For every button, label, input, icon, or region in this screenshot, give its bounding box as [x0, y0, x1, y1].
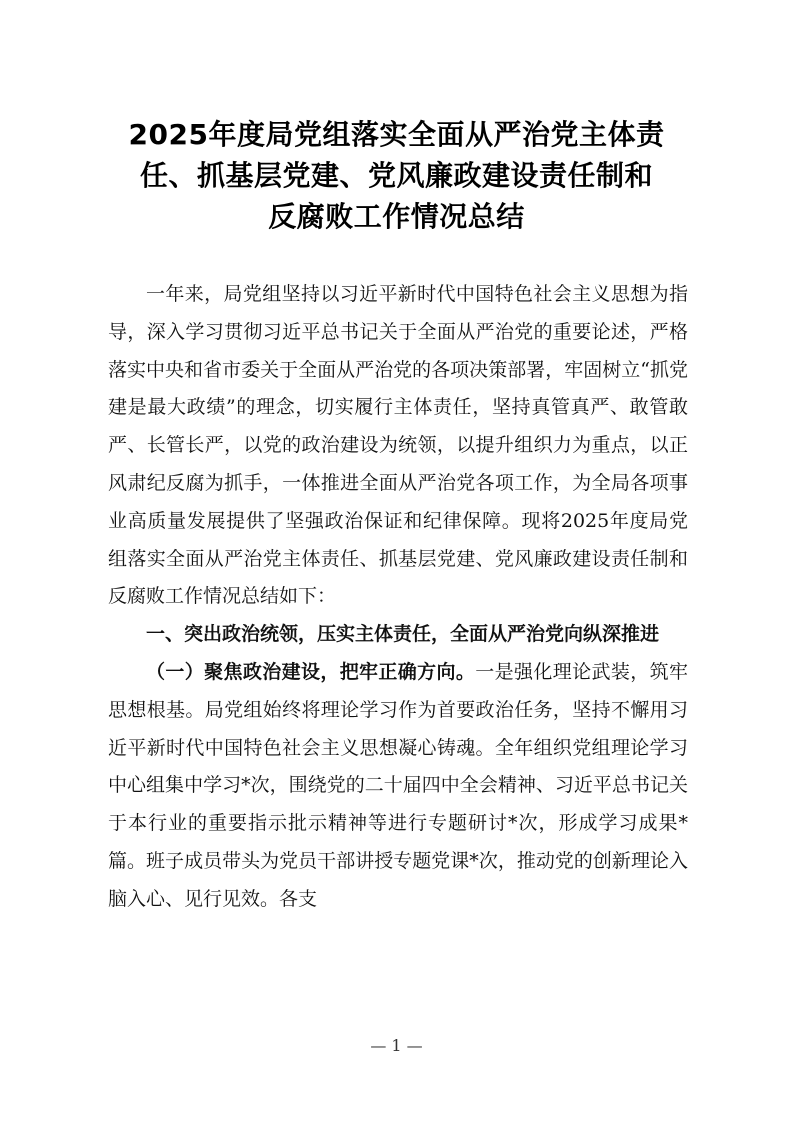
- document-body: [108, 276, 688, 919]
- title-line-2: 任、抓基层党建、党风廉政建设责任制和: [139, 159, 653, 192]
- title-line-3: 反腐败工作情况总结: [268, 200, 525, 233]
- intro-paragraph: 一年来，局党组坚持以习近平新时代中国特色社会主义思想为指导，深入学习贯彻习近平总书记关于全面从严治党的重要论述，严格落实中央和省市委关于全面从严治党的各项决策部署，牢固树立“抓党建是最大政绩”的理念，切实履行主体责任，坚持真管真严、敢管敢严、长管长严，以党的政治建设为统领，以提升组织力为重点，以正风肃纪反腐为抓手，一体推进全面从严治党各项工作，为全局各项事业高质量发展提供了坚强政治保证和纪律保障。现将2025年度局党组落实全面从严治党主体责任、抓基层党建、党风廉政建设责任制和反腐败工作情况总结如下：: [108, 283, 688, 608]
- title-line-1: 2025年度局党组落实全面从严治党主体责: [128, 118, 665, 151]
- subsection-body-1: 一是强化理论武装，筑牢思想根基。局党组始终将理论学习作为首要政治任务，坚持不懈用习近平新时代中国特色社会主义思想凝心铸魂。全年组织党组理论学习中心组集中学习*次，围绕党的二十届四中全会精神、习近平总书记关于本行业的重要指示批示精神等进行专题研讨*次，形成学习成果*篇。班子成员带头为党员干部讲授专题党课*次，推动党的创新理论入脑入心、见行见效。各支: [108, 660, 688, 910]
- page-number: — 1 —: [370, 1036, 423, 1055]
- subsection-paragraph-1: [108, 654, 688, 919]
- section-heading-1: 一、突出政治统领，压实主体责任，全面从严治党向纵深推进: [146, 623, 660, 646]
- document-title: [100, 114, 693, 237]
- subsection-lead-1: （一）聚焦政治建设，把牢正确方向。: [146, 660, 476, 683]
